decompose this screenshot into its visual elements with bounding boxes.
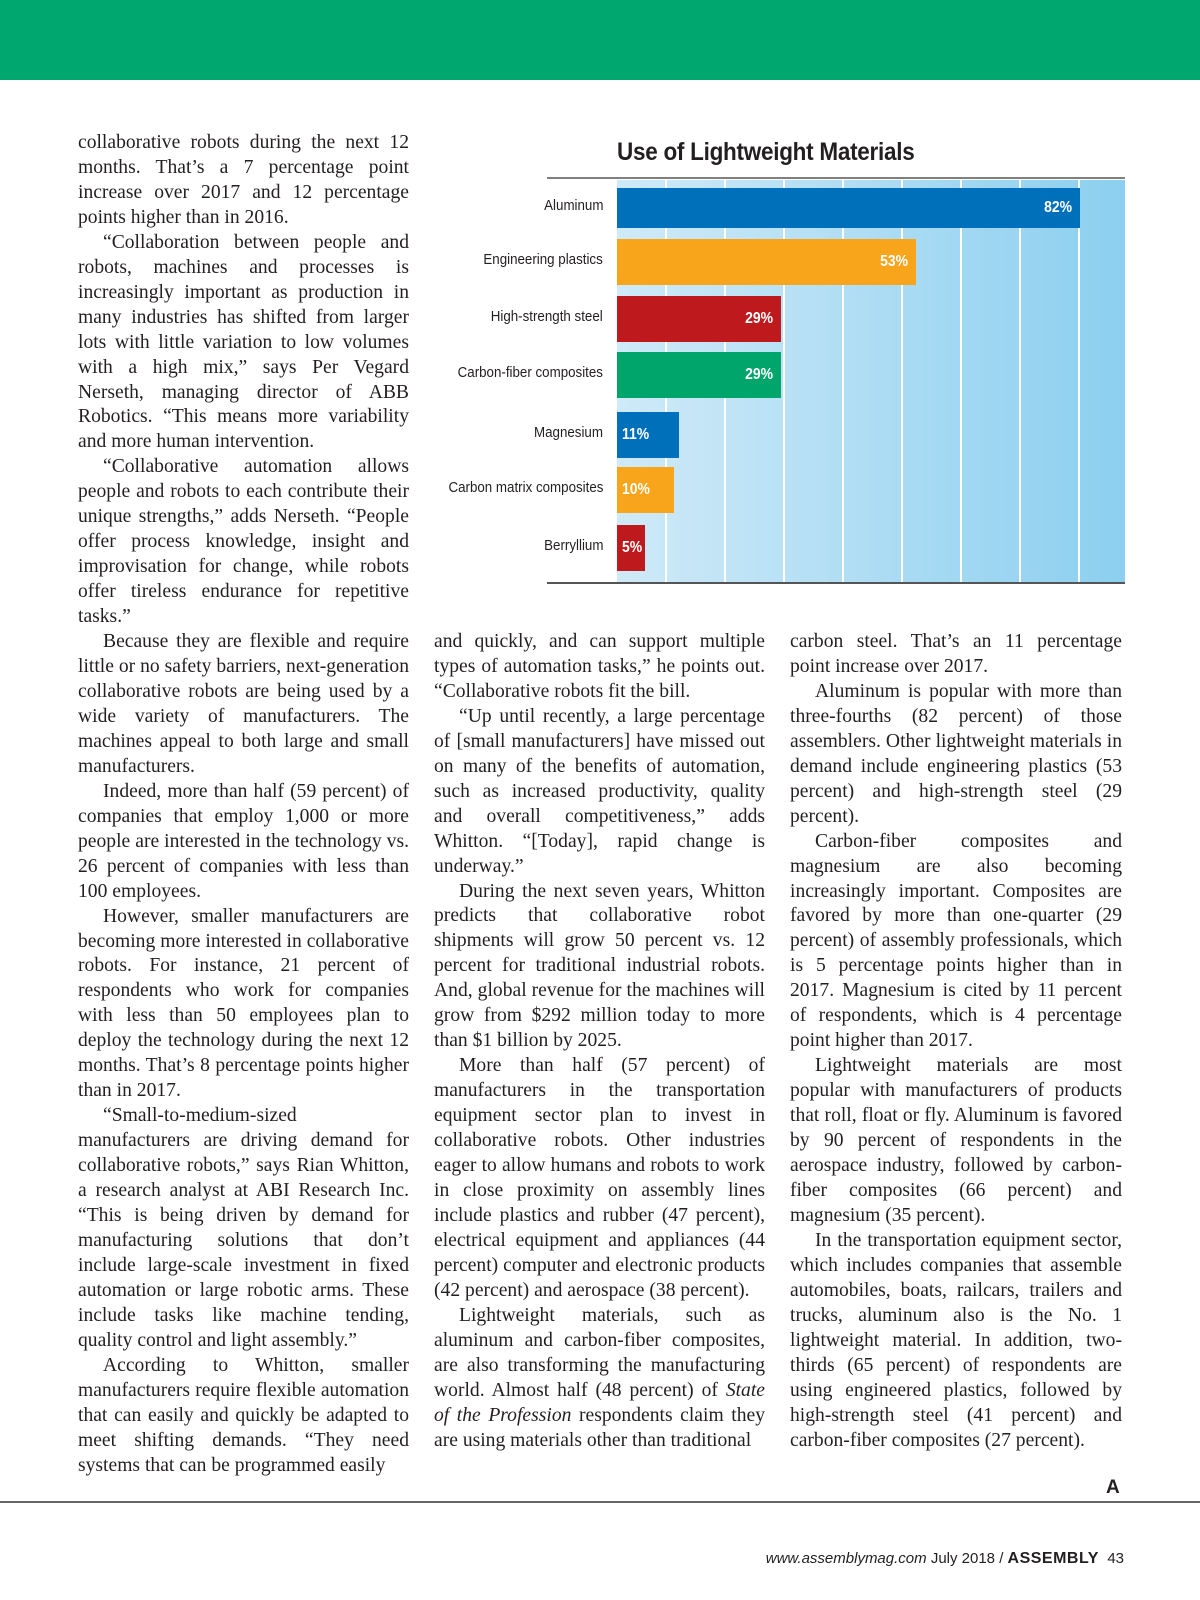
bar-value-label: 5% [622, 539, 643, 556]
paragraph [790, 1229, 1122, 1454]
paragraph [790, 1054, 1122, 1229]
article-column-3 [790, 630, 1122, 1453]
paragraph-text: Lightweight materials are most popular with manufacturers of products that roll, float or fly. Aluminum is favored by 90 percent of respondents in the aerospace industry, followed by carbon-fiber composites (66 percent) and magnesium (35 percent). [790, 1055, 1122, 1226]
paragraph [434, 705, 765, 880]
paragraph-text: and quickly, and can support multiple types of automation tasks,” he points out. “Collaborative robots fit the bill. [434, 631, 765, 702]
footer-rule [0, 1501, 1200, 1503]
paragraph-text: Aluminum is popular with more than three-fourths (82 percent) of those assemblers. Other lightweight materials in demand include engineering plastics (53 percent) and high-strength steel (29 percent). [790, 680, 1122, 827]
paragraph-text: In the transportation equipment sector, which includes companies that assemble automobiles, boats, railcars, trailers and trucks, aluminum also is the No. 1 lightweight material. In addition, two-thirds (65 percent) of respondents are using engineered plastics, followed by high-strength steel (41 percent) and carbon-fiber composites (27 percent). [790, 1229, 1122, 1451]
gridline [960, 180, 962, 582]
paragraph-text: “Collaboration between people and robots, machines and processes is increasingly important as production in many industries has shifted from larger lots with little variation to low volumes with a high mix,” says Per Vegard Nerseth, managing director of ABB Robotics. “This means more variability and more human intervention. [78, 231, 409, 453]
paragraph-text: Carbon-fiber composites and magnesium are also becoming increasingly important. Composites are favored by more than one-quarter (29 percent) of assembly professionals, which is 5 percentage points higher than in 2017. Magnesium is cited by 11 percent of respondents, which is 4 percentage point higher than 2017. [790, 830, 1122, 1052]
magazine-name: ASSEMBLY [1007, 1550, 1099, 1567]
paragraph [78, 780, 409, 905]
paragraph-text: carbon steel. That’s an 11 percentage point increase over 2017. [790, 631, 1122, 677]
bar-value-label: 29% [744, 310, 773, 327]
paragraph-text: However, smaller manufacturers are becoming more interested in collaborative robots. For instance, 21 percent of respondents who work for companies with less than 50 employees plan to deploy the technology during the next 12 months. That’s 8 percentage points higher than in 2017. [78, 905, 409, 1102]
category-label: Magnesium [534, 425, 603, 441]
category-label: Engineering plastics [483, 252, 603, 268]
bar-value-label: 29% [744, 366, 773, 383]
paragraph [434, 880, 765, 1055]
paragraph [434, 1304, 765, 1454]
lightweight-materials-chart [410, 130, 1125, 600]
paragraph [434, 630, 765, 705]
paragraph-text: According to Whitton, smaller manufacturers require flexible automation that can easily and quickly be adapted to meet shifting demands. “They need systems that can be programmed easily [78, 1354, 409, 1476]
paragraph-text: respondents claim they are using materials other than traditional [434, 1404, 765, 1451]
paragraph [78, 131, 409, 231]
bar-value-label: 11% [622, 426, 650, 443]
article-column-2 [434, 630, 765, 1453]
paragraph-text: Because they are flexible and require little or no safety barriers, next-generation collaborative robots are being used by a wide variety of manufacturers. The machines appeal to both large and small manufacturers. [78, 631, 409, 777]
category-label: Aluminum [543, 198, 603, 214]
bar [617, 412, 679, 458]
category-label: Carbon matrix composites [448, 480, 603, 496]
publication-title: State of the Profession [434, 1379, 765, 1426]
paragraph-text: More than half (57 percent) of manufacturers in the transportation equipment sector plan to invest in collaborative robots. Other industries eager to allow humans and robots to work in close proximity on assembly lines include plastics and rubber (47 percent), electrical equipment and appliances (44 percent) computer and electronic products (42 percent) and aerospace (38 percent). [434, 1055, 765, 1301]
gridline [1019, 180, 1021, 582]
category-label: Berryllium [543, 538, 603, 554]
footer-url[interactable]: www.assemblymag.com [765, 1550, 927, 1567]
paragraph [790, 680, 1122, 830]
chart-title: Use of Lightweight Materials [617, 138, 915, 166]
paragraph-text: collaborative robots during the next 12 months. That’s a 7 percentage point increase over 2017 and 12 percentage points higher than in 2016. [78, 132, 409, 228]
paragraph [790, 830, 1122, 1055]
paragraph-text: Lightweight materials, such as aluminum and carbon-fiber composites, are also transforming the manufacturing world. Almost half (48 percent) of [434, 1304, 765, 1401]
title-rule [547, 177, 1125, 179]
bar [617, 525, 645, 571]
paragraph-text: Indeed, more than half (59 percent) of companies that employ 1,000 or more people are interested in the technology vs. 26 percent of companies with less than 100 employees. [78, 780, 409, 902]
paragraph [790, 630, 1122, 680]
paragraph-text: “Small-to-medium-sized manufacturers are driving demand for collaborative robots,” says Rian Whitton, a research analyst at ABI Research Inc. “This is being driven by demand for manufacturing solutions that don’t include large-scale investment in fixed automation or large robotic arms. These include tasks like machine tending, quality control and light assembly.” [78, 1105, 409, 1351]
paragraph [78, 455, 409, 630]
paragraph [78, 1104, 409, 1354]
paragraph-text: “Up until recently, a large percentage of [small manufacturers] have missed out on many of the benefits of automation, such as increased productivity, quality and overall competitiveness,” adds Whitton. “[Today], rapid change is underway.” [434, 705, 765, 877]
bar-value-label: 53% [880, 253, 909, 270]
bar [617, 188, 1080, 228]
bar [617, 467, 674, 513]
bar [617, 296, 781, 342]
article-column-1 [78, 131, 409, 1478]
category-label: High-strength steel [491, 309, 603, 325]
gridline [1078, 180, 1080, 582]
bar [617, 352, 781, 398]
page-footer [766, 1550, 1124, 1568]
end-of-article-mark: A [1106, 1477, 1120, 1498]
bar [617, 239, 916, 285]
paragraph [434, 1054, 765, 1304]
category-label: Carbon-fiber composites [457, 365, 603, 381]
bar-value-label: 10% [622, 481, 650, 498]
paragraph-text: “Collaborative automation allows people and robots to each contribute their unique strengths,” adds Nerseth. “People offer process knowledge, insight and improvisation for change, while robots offer tireless endurance for repetitive tasks.” [78, 456, 409, 628]
bar-value-label: 82% [1044, 199, 1073, 216]
paragraph-text: During the next seven years, Whitton predicts that collaborative robot shipments will grow 50 percent vs. 12 percent for traditional industrial robots. And, global revenue for the machines will grow from $292 million today to more than $1 billion by 2025. [434, 880, 765, 1052]
paragraph [78, 905, 409, 1105]
header-color-bar [0, 0, 1200, 80]
paragraph [78, 231, 409, 456]
footer-date: July 2018 / [930, 1550, 1004, 1567]
paragraph [78, 1354, 409, 1479]
page-number: 43 [1107, 1550, 1124, 1567]
axis-rule [547, 582, 1125, 584]
paragraph [78, 630, 409, 780]
